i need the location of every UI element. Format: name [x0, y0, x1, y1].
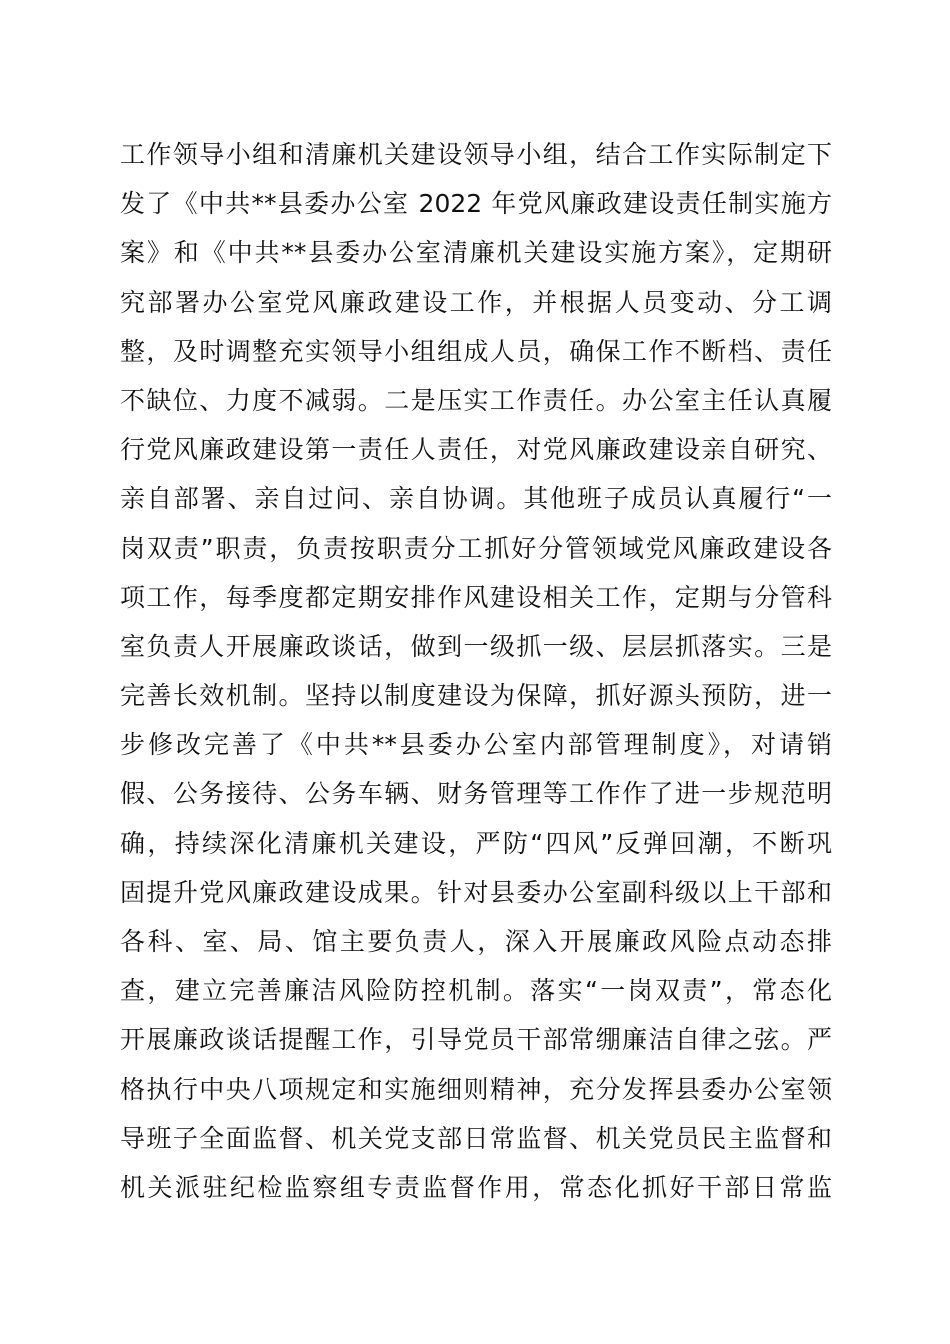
text-line: 项工作，每季度都定期安排作风建设相关工作，定期与分管科 — [120, 582, 832, 612]
text-line: 不缺位、力度不减弱。二是压实工作责任。办公室主任认真履 — [120, 385, 832, 415]
text-line: 假、公务接待、公务车辆、财务管理等工作作了进一步规范明 — [120, 779, 832, 809]
text-line: 亲自部署、亲自过问、亲自协调。其他班子成员认真履行“一 — [120, 484, 832, 514]
text-line: 开展廉政谈话提醒工作，引导党员干部常绷廉洁自律之弦。严 — [120, 1025, 832, 1055]
text-line: 案》和《中共**县委办公室清廉机关建设实施方案》，定期研 — [120, 238, 832, 268]
text-line: 导班子全面监督、机关党支部日常监督、机关党员民主监督和 — [120, 1123, 832, 1153]
text-line: 固提升党风廉政建设成果。针对县委办公室副科级以上干部和 — [120, 877, 832, 907]
text-line: 各科、室、局、馆主要负责人，深入开展廉政风险点动态排 — [120, 927, 832, 956]
text-line: 确，持续深化清廉机关建设，严防“四风”反弹回潮，不断巩 — [120, 828, 832, 858]
text-line: 行党风廉政建设第一责任人责任，对党风廉政建设亲自研究、 — [120, 435, 832, 465]
text-line: 工作领导小组和清廉机关建设领导小组，结合工作实际制定下 — [120, 140, 832, 169]
text-line: 发了《中共**县委办公室 2022 年党风廉政建设责任制实施方 — [120, 189, 832, 219]
text-line: 究部署办公室党风廉政建设工作，并根据人员变动、分工调 — [120, 287, 832, 317]
text-line: 步修改完善了《中共**县委办公室内部管理制度》，对请销 — [120, 730, 832, 760]
text-line: 格执行中央八项规定和实施细则精神，充分发挥县委办公室领 — [120, 1074, 832, 1104]
text-line: 整，及时调整充实领导小组组成人员，确保工作不断档、责任 — [120, 336, 832, 366]
text-line: 完善长效机制。坚持以制度建设为保障，抓好源头预防，进一 — [120, 681, 832, 711]
text-line: 室负责人开展廉政谈话，做到一级抓一级、层层抓落实。三是 — [120, 631, 832, 661]
body-text — [120, 130, 832, 1212]
text-line: 机关派驻纪检监察组专责监督作用，常态化抓好干部日常监 — [120, 1172, 832, 1202]
text-line: 查，建立完善廉洁风险防控机制。落实“一岗双责”，常态化 — [120, 976, 832, 1006]
text-line: 岗双责”职责，负责按职责分工抓好分管领域党风廉政建设各 — [120, 533, 832, 563]
